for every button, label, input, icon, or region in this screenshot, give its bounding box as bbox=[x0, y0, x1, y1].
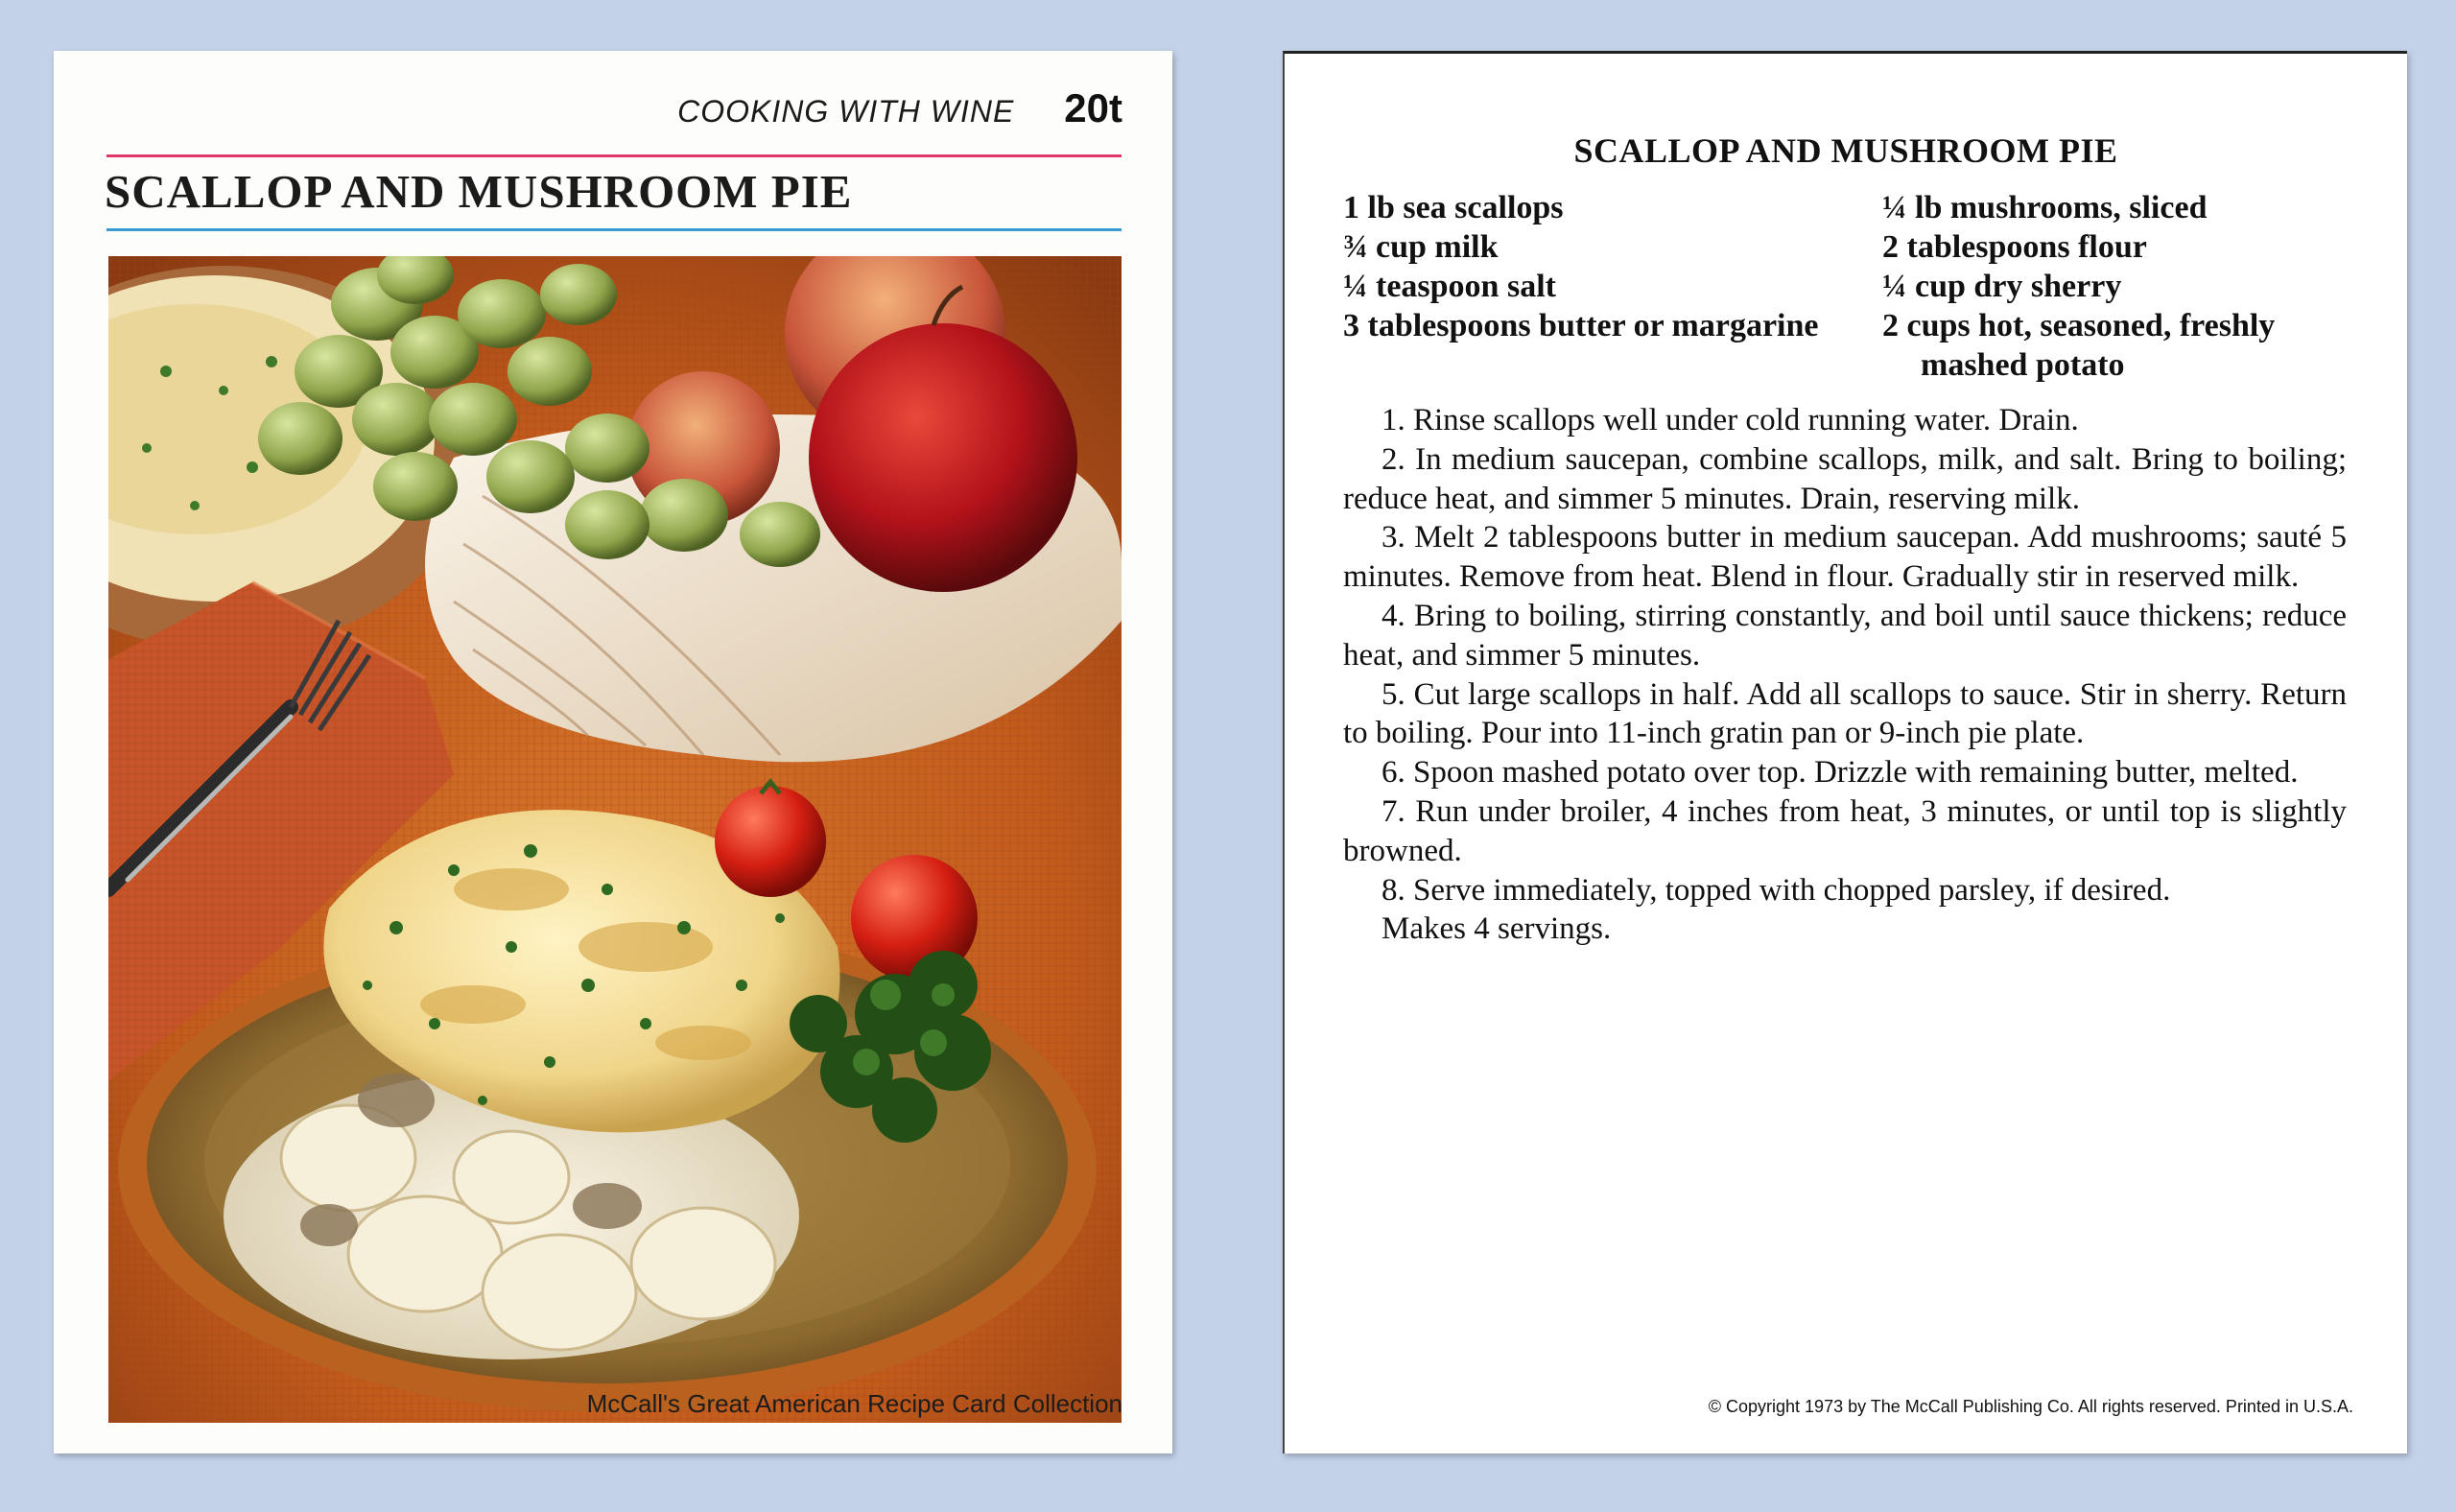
step-4: 4. Bring to boiling, stirring constantly, and boil until sauce thickens; reduce heat, and simmer 5 minutes. bbox=[1343, 598, 2347, 673]
series-label: COOKING WITH WINE bbox=[677, 94, 1015, 129]
ingredients-column-right bbox=[1882, 188, 2360, 385]
card-number: 20t bbox=[1064, 85, 1122, 130]
step-3: 3. Melt 2 tablespoons butter in medium saucepan. Add mushrooms; sauté 5 minutes. Remove from heat. Blend in flour. Gradually stir in reserved milk. bbox=[1343, 520, 2347, 595]
servings-yield: Makes 4 servings. bbox=[1382, 911, 1612, 947]
ingredients-list bbox=[1343, 188, 2360, 385]
ingredient-item: 3 tablespoons butter or margarine bbox=[1343, 308, 1819, 343]
step-2: 2. In medium saucepan, combine scallops, milk, and salt. Bring to boiling; reduce heat, and simmer 5 minutes. Drain, reserving milk. bbox=[1343, 441, 2347, 516]
dish-photo bbox=[108, 256, 1122, 1423]
ingredient-item: ¼ lb mushrooms, sliced bbox=[1882, 190, 2208, 225]
card-header bbox=[677, 85, 1122, 131]
recipe-card-back bbox=[1283, 51, 2407, 1453]
dish-illustration bbox=[108, 256, 1122, 1423]
collection-credit: McCall's Great American Recipe Card Collection bbox=[586, 1389, 1122, 1418]
ingredients-column-left bbox=[1343, 188, 1882, 385]
ingredient-item: 1 lb sea scallops bbox=[1343, 190, 1564, 225]
step-8: 8. Serve immediately, topped with chopped parsley, if desired. bbox=[1382, 872, 2171, 908]
ingredient-item: ¼ cup dry sherry bbox=[1882, 269, 2122, 304]
front-title: SCALLOP AND MUSHROOM PIE bbox=[105, 165, 853, 218]
bottom-rule bbox=[106, 228, 1122, 231]
top-rule bbox=[106, 154, 1122, 157]
directions bbox=[1343, 401, 2347, 949]
step-6: 6. Spoon mashed potato over top. Drizzle with remaining butter, melted. bbox=[1382, 755, 2299, 791]
ingredient-item: 2 cups hot, seasoned, freshly mashed potato bbox=[1882, 308, 2276, 383]
step-5: 5. Cut large scallops in half. Add all scallops to sauce. Stir in sherry. Return to boiling. Pour into 11-inch gratin pan or 9-inch pie plate. bbox=[1343, 676, 2347, 751]
copyright-notice: © Copyright 1973 by The McCall Publishing Co. All rights reserved. Printed in U.S.A. bbox=[1708, 1397, 2353, 1416]
step-1: 1. Rinse scallops well under cold running water. Drain. bbox=[1382, 403, 2079, 437]
back-title: SCALLOP AND MUSHROOM PIE bbox=[1573, 131, 2118, 170]
recipe-card-front bbox=[54, 51, 1172, 1453]
step-7: 7. Run under broiler, 4 inches from heat, 3 minutes, or until top is slightly browned. bbox=[1343, 793, 2347, 868]
ingredient-item: ¼ teaspoon salt bbox=[1343, 269, 1556, 304]
ingredient-item: ¾ cup milk bbox=[1343, 229, 1499, 265]
ingredient-item: 2 tablespoons flour bbox=[1882, 229, 2147, 265]
